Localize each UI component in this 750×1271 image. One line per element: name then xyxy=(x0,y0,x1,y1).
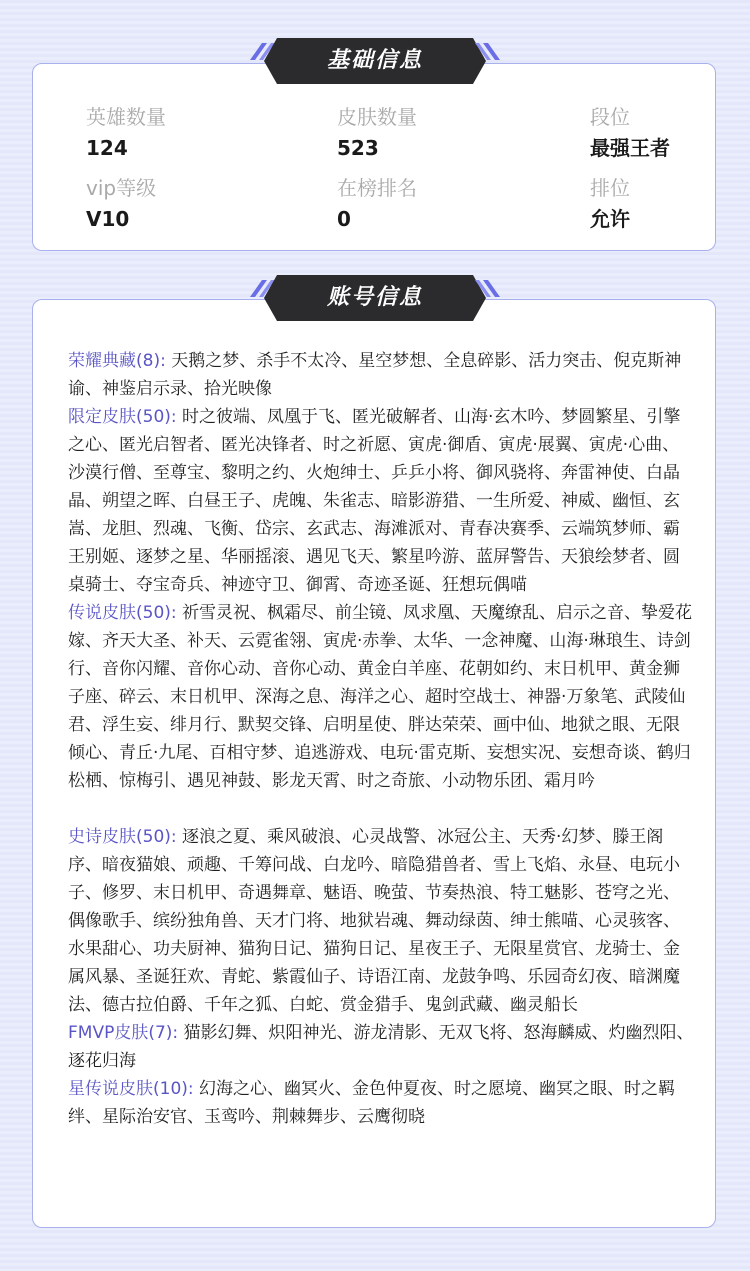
skin-names: 幻海之心、幽冥火、金色仲夏夜、时之愿境、幽冥之眼、时之羁绊、星际治安官、玉鸾吟、荆棘舞步、云鹰彻晓 xyxy=(68,1079,676,1127)
field-label: 皮肤数量 xyxy=(337,105,417,129)
skin-category-epic xyxy=(68,823,696,1019)
field-value: 523 xyxy=(337,136,379,160)
field-label: 段位 xyxy=(590,105,630,129)
basic-info-title: 基础信息 xyxy=(326,48,423,73)
skin-category-label: 星传说皮肤(10): xyxy=(68,1079,194,1099)
skin-category-label: 限定皮肤(50): xyxy=(68,407,177,427)
field-leaderboard-rank xyxy=(337,173,417,234)
field-skin-count xyxy=(337,102,417,163)
skin-names: 逐浪之夏、乘风破浪、心灵战警、冰冠公主、天秀·幻梦、滕王阁序、暗夜猫娘、顽趣、千筹问战、白龙吟、暗隐猎兽者、雪上飞焰、永昼、电玩小子、修罗、末日机甲、奇遇舞章、魅语、晚萤、节奏热浪、特工魅影、苍穹之光、偶像歌手、缤纷独角兽、天才门将、地狱岩魂、舞动绿茵、绅士熊喵、心灵骇客、水果甜心、功夫厨神、猫狗日记、猫狗日记、星夜王子、无限星赏官、龙骑士、金属风暴、圣诞狂欢、青蛇、紫霞仙子、诗语江南、龙鼓争鸣、乐园奇幻夜、暗渊魔法、德古拉伯爵、千年之狐、白蛇、赏金猎手、鬼剑武藏、幽灵船长 xyxy=(68,827,680,1015)
skin-names: 猫影幻舞、炽阳神光、游龙清影、无双飞将、怒海麟威、灼幽烈阳、逐花归海 xyxy=(68,1023,694,1071)
skin-category-star-legend xyxy=(68,1075,696,1131)
skin-category-legendary xyxy=(68,599,696,795)
skin-list xyxy=(68,347,696,1131)
field-value: 124 xyxy=(86,136,128,160)
account-info-title: 账号信息 xyxy=(326,285,423,310)
field-label: vip等级 xyxy=(86,176,157,200)
skin-names: 天鹅之梦、杀手不太冷、星空梦想、全息碎影、活力突击、倪克斯神谕、神鉴启示录、拾光映像 xyxy=(68,351,682,399)
field-rank-tier xyxy=(590,102,670,163)
account-info-header xyxy=(246,275,504,321)
field-vip-level xyxy=(86,173,156,234)
skin-category-fmvp xyxy=(68,1019,696,1075)
skin-names: 时之彼端、凤凰于飞、匿光破解者、山海·玄木吟、梦圆繁星、引擎之心、匿光启智者、匿光决锋者、时之祈愿、寅虎·御盾、寅虎·展翼、寅虎·心曲、沙漠行僧、至尊宝、黎明之约、火炮绅士、乒乒小将、御风骁将、奔雷神使、白晶晶、朔望之晖、白昼王子、虎魄、朱雀志、暗影游猎、一生所爱、神威、幽恒、玄嵩、龙胆、烈魂、飞衡、岱宗、玄武志、海滩派对、青春决赛季、云端筑梦师、霸王别姬、逐梦之星、华丽摇滚、遇见飞天、繁星吟游、蓝屏警告、天狼绘梦者、圆桌骑士、夺宝奇兵、神迹守卫、御霄、奇迹圣诞、狂想玩偶喵 xyxy=(68,407,681,595)
field-label: 在榜排名 xyxy=(337,176,417,200)
skin-category-label: 传说皮肤(50): xyxy=(68,603,177,623)
field-value: 0 xyxy=(337,207,351,231)
skin-names: 祈雪灵祝、枫霜尽、前尘镜、凤求凰、天魔缭乱、启示之音、挚爱花嫁、齐天大圣、补天、云霓雀翎、寅虎·赤拳、太华、一念神魔、山海·琳琅生、诗剑行、音你闪耀、音你心动、音你心动、黄金白羊座、花朝如约、末日机甲、黄金狮子座、碎云、末日机甲、深海之息、海洋之心、超时空战士、神器·万象笔、武陵仙君、浮生妄、绯月行、默契交锋、启明星使、胖达荣荣、画中仙、地狱之眼、无限倾心、青丘·九尾、百相守梦、追逃游戏、电玩·雷克斯、妄想实况、妄想奇谈、鹤归松栖、惊梅引、遇见神鼓、影龙天霄、时之奇旅、小动物乐团、霜月吟 xyxy=(68,603,693,791)
skin-category-label: 荣耀典藏(8): xyxy=(68,351,166,371)
field-label: 排位 xyxy=(590,176,630,200)
field-value: 允许 xyxy=(590,207,630,231)
field-hero-count xyxy=(86,102,166,163)
skin-category-limited xyxy=(68,403,696,599)
skin-category-label: 史诗皮肤(50): xyxy=(68,827,177,847)
skin-category-glory-collection xyxy=(68,347,696,403)
basic-info-header xyxy=(246,38,504,84)
field-ranked-play xyxy=(590,173,630,234)
field-value: V10 xyxy=(86,207,130,231)
field-value: 最强王者 xyxy=(590,136,670,160)
skin-category-label: FMVP皮肤(7): xyxy=(68,1023,179,1043)
field-label: 英雄数量 xyxy=(86,105,166,129)
